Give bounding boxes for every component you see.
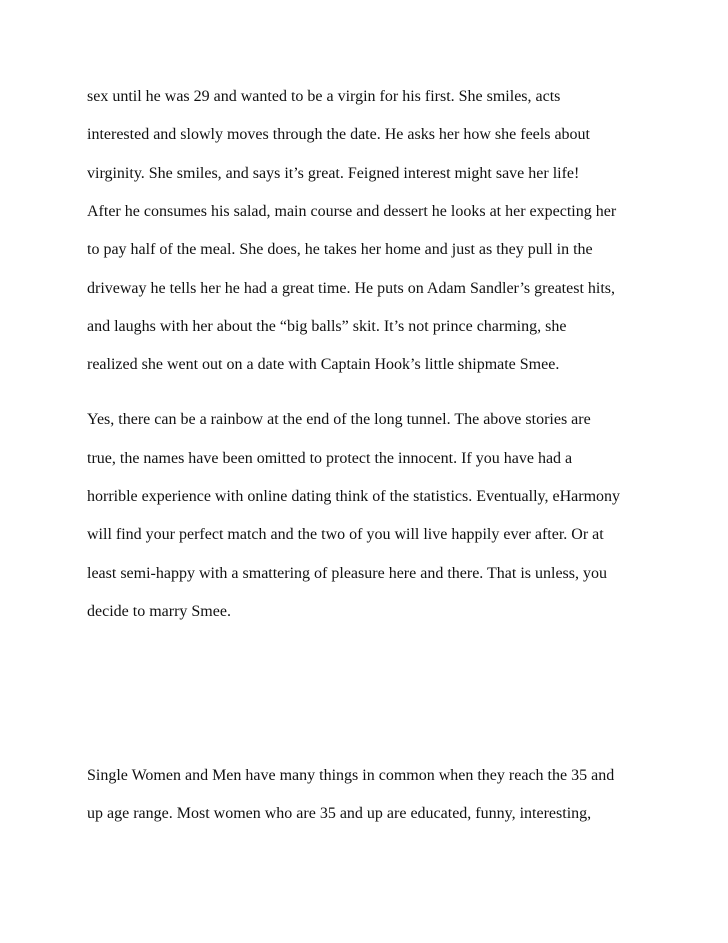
text-line: Yes, there can be a rainbow at the end of the long tunnel. The above stories are [87, 411, 591, 428]
text-line: driveway he tells her he had a great time. He puts on Adam Sandler’s greatest hits, [87, 280, 615, 297]
text-line: After he consumes his salad, main course and dessert he looks at her expecting her [87, 203, 617, 220]
text-line: realized she went out on a date with Captain Hook’s little shipmate Smee. [87, 356, 560, 373]
text-line: to pay half of the meal. She does, he takes her home and just as they pull in the [87, 241, 593, 258]
text-line: least semi-happy with a smattering of pleasure here and there. That is unless, you [87, 565, 607, 582]
text-line: will find your perfect match and the two of you will live happily ever after. Or at [87, 526, 604, 543]
text-line: true, the names have been omitted to protect the innocent. If you have had a [87, 450, 573, 467]
text-line: horrible experience with online dating think of the statistics. Eventually, eHarmony [87, 488, 621, 505]
text-line: sex until he was 29 and wanted to be a virgin for his first. She smiles, acts [87, 88, 561, 105]
text-line: virginity. She smiles, and says it’s great. Feigned interest might save her life! [87, 165, 580, 182]
text-line: up age range. Most women who are 35 and up are educated, funny, interesting, [87, 805, 592, 822]
text-line: Single Women and Men have many things in common when they reach the 35 and [87, 767, 615, 784]
text-line: decide to marry Smee. [87, 603, 231, 620]
text-line: and laughs with her about the “big balls” skit. It’s not prince charming, she [87, 318, 567, 335]
text-line: interested and slowly moves through the date. He asks her how she feels about [87, 126, 590, 143]
